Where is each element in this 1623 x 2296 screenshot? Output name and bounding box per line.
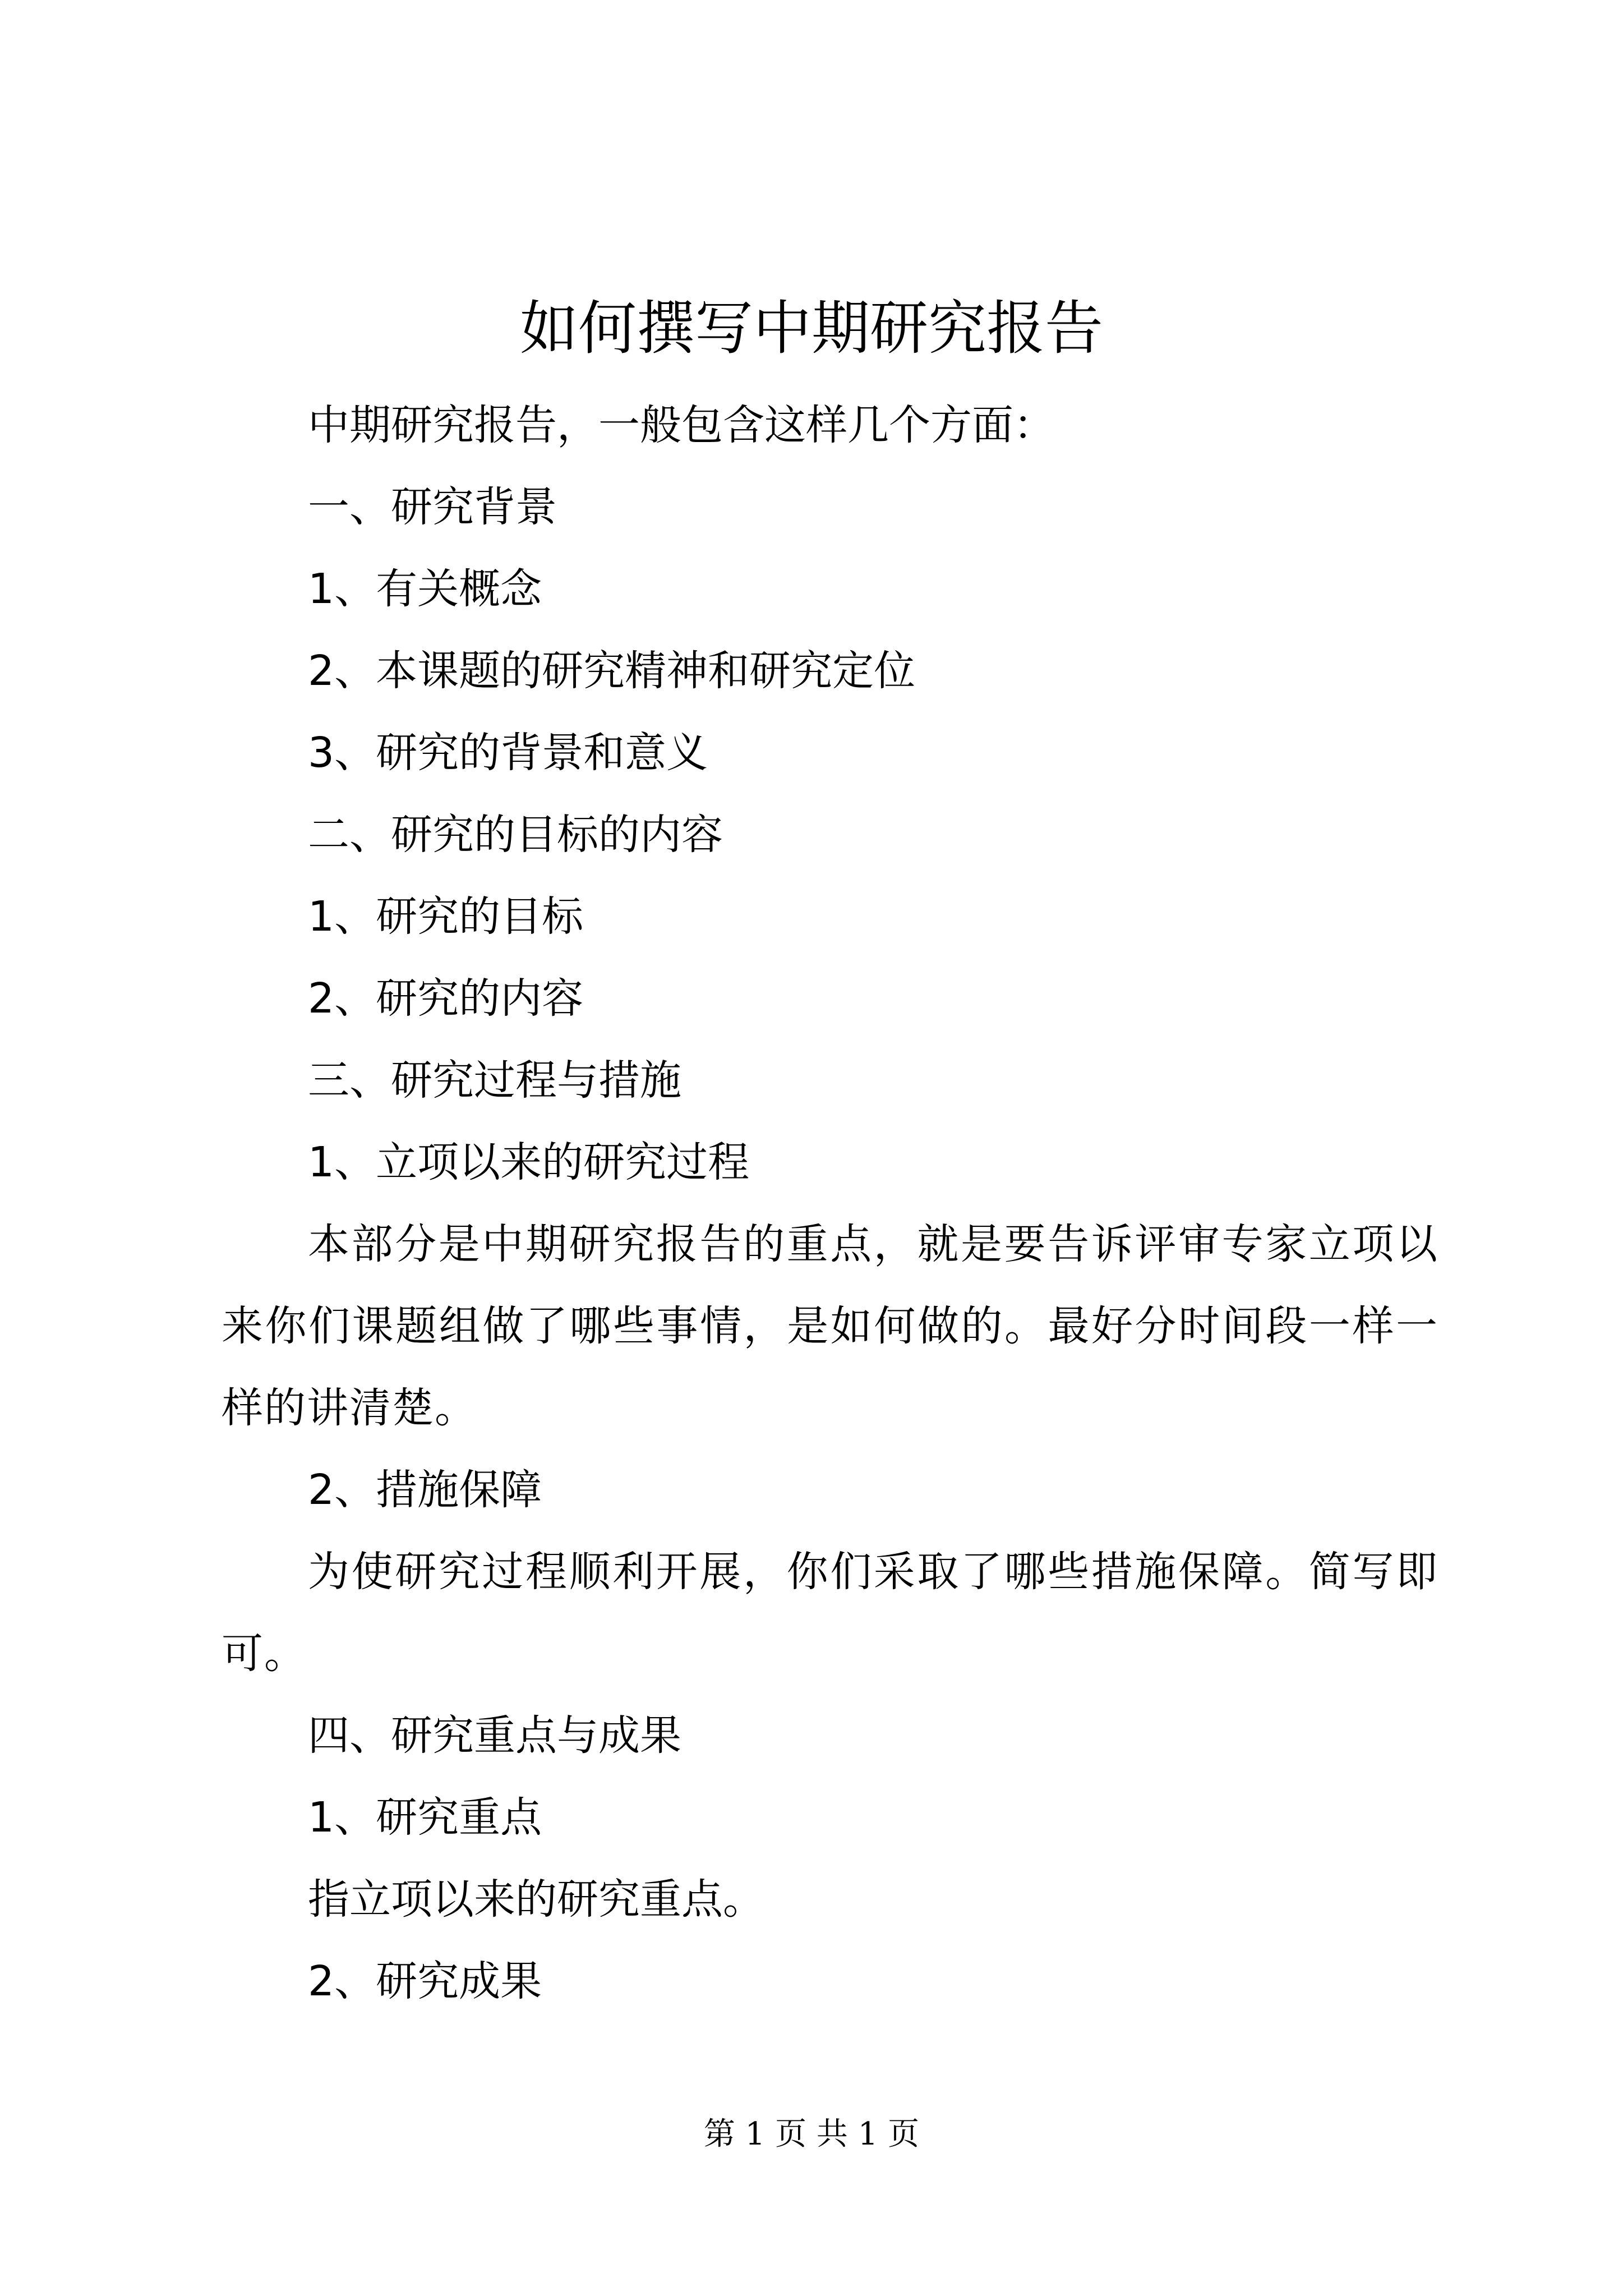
list-item: 1、有关概念	[308, 565, 542, 613]
section-heading: 一、研究背景	[308, 483, 557, 531]
list-item: 1、研究的目标	[308, 892, 584, 941]
list-item: 2、研究的内容	[308, 974, 584, 1023]
body-paragraph: 本部分是中期研究报告的重点，就是要告诉评审专家立项以来你们课题组做了哪些事情，是如何做的。最好分时间段一样一样的讲清楚。	[222, 1220, 1438, 1432]
document-body	[222, 384, 1438, 2022]
section-heading: 二、研究的目标的内容	[308, 811, 723, 859]
list-item: 1、研究重点	[308, 1793, 542, 1842]
page-number-footer: 第 1 页 共 1 页	[703, 2116, 920, 2152]
list-item: 2、研究成果	[308, 1957, 542, 2005]
list-item: 3、研究的背景和意义	[308, 729, 708, 777]
body-paragraph: 为使研究过程顺利开展，你们采取了哪些措施保障。简写即可。	[222, 1548, 1438, 1678]
document-title: 如何撰写中期研究报告	[519, 294, 1103, 362]
list-item: 1、立项以来的研究过程	[308, 1138, 750, 1186]
section-heading: 三、研究过程与措施	[308, 1056, 681, 1105]
list-item: 2、措施保障	[308, 1466, 542, 1514]
list-item: 2、本课题的研究精神和研究定位	[308, 647, 916, 695]
body-line: 指立项以来的研究重点。	[308, 1875, 764, 1924]
intro-line: 中期研究报告，一般包含这样几个方面：	[308, 401, 1055, 449]
section-heading: 四、研究重点与成果	[308, 1711, 681, 1760]
